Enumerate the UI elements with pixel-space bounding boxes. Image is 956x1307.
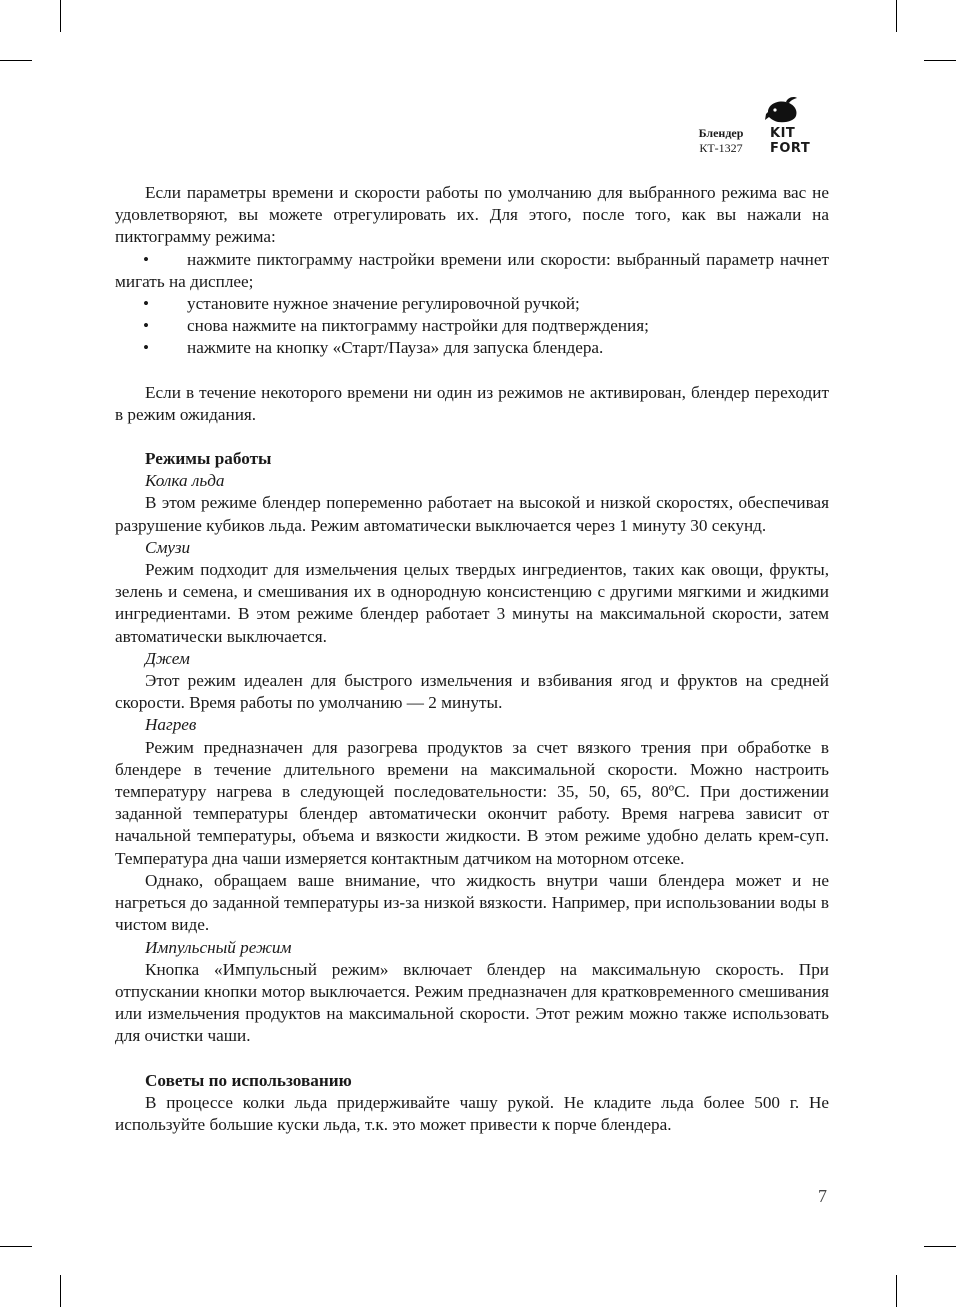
whale-icon (764, 96, 804, 124)
list-item: • нажмите на кнопку «Старт/Пауза» для запуска блендера. (115, 337, 829, 359)
bullet-text: нажмите на кнопку «Старт/Пауза» для запуска блендера. (187, 338, 604, 358)
list-item: • установите нужное значение регулировочной ручкой; (115, 293, 829, 315)
list-item: • нажмите пиктограмму настройки времени или скорости: выбранный параметр начнет мигать на дисплее; (115, 249, 829, 293)
crop-mark (924, 1246, 956, 1247)
list-item: • снова нажмите на пиктограмму настройки для подтверждения; (115, 315, 829, 337)
mode-text-ice: В этом режиме блендер попеременно работает на высокой и низкой скоростях, обеспечивая разрушение кубиков льда. Режим автоматически выключается через 1 минуту 30 секунд. (115, 493, 829, 535)
mode-text-heating: Режим предназначен для разогрева продуктов за счет вязкого трения при обработке в блендере в течение длительного времени на максимальной скорости. Можно настроить температуру нагрева в следующей последовательности: 35, 50, 65, 80ºС. При достижении заданной температуры блендер автоматически окончит работу. Время нагрева зависит от начальной температуры, объема и вязкости жидкости. В этом режиме удобно делать крем-суп. Температура дна чаши измеряется контактным датчиком на моторном отсеке. (115, 737, 829, 868)
mode-title-pulse: Импульсный режим (145, 937, 292, 957)
intro-paragraph: Если параметры времени и скорости работы по умолчанию для выбранного режима вас не удовлетворяют, вы можете отрегулировать их. Для этого, после того, как вы нажали на пиктограмму режима: (115, 183, 829, 247)
logo-wordmark (770, 126, 810, 156)
logo-line-2: FORT (770, 141, 811, 156)
crop-mark (0, 1246, 32, 1247)
mode-title-heating: Нагрев (145, 715, 197, 735)
page-content (115, 182, 829, 1136)
page-header (690, 96, 840, 160)
crop-mark (60, 1275, 61, 1307)
mode-text-smoothie: Режим подходит для измельчения целых твердых ингредиентов, таких как овощи, фрукты, зелень и семена, и смешивания их в однородную консистенцию с другими мягкими и жидкими ингредиентами. В этом режиме блендер работает 3 минуты на максимальной скорости, затем автоматически выключается. (115, 560, 829, 646)
product-info (690, 126, 752, 156)
mode-text-pulse: Кнопка «Импульсный режим» включает блендер на максимальную скорость. При отпускании кнопки мотор выключается. Режим предназначен для кратковременного смешивания или измельчения продуктов на максимальной скорости. Этот режим можно также использовать для очистки чаши. (115, 959, 829, 1046)
crop-mark (896, 0, 897, 32)
product-model: КТ-1327 (699, 141, 743, 155)
bullet-text: установите нужное значение регулировочной ручкой; (187, 294, 580, 314)
crop-mark (896, 1275, 897, 1307)
mode-title-ice: Колка льда (145, 471, 225, 491)
mode-title-smoothie: Смузи (145, 537, 191, 557)
tips-heading: Советы по использованию (145, 1070, 352, 1090)
mode-text-heating-note: Однако, обращаем ваше внимание, что жидкость внутри чаши блендера может и не нагреться до заданной температуры из-за низкой вязкости. Например, при использовании воды в чистом виде. (115, 870, 829, 935)
tips-text: В процессе колки льда придерживайте чашу рукой. Не кладите льда более 500 г. Не используйте большие куски льда, т.к. это может привести к порче блендера. (115, 1092, 829, 1134)
crop-mark (924, 60, 956, 61)
page-number: 7 (818, 1186, 827, 1206)
crop-mark (0, 60, 32, 61)
bullet-text: нажмите пиктограмму настройки времени или скорости: выбранный параметр начнет мигать на дисплее; (115, 249, 829, 291)
mode-title-jam: Джем (145, 648, 190, 668)
brand-logo (756, 96, 828, 160)
mode-text-jam: Этот режим идеален для быстрого измельчения и взбивания ягод и фруктов на средней скорости. Время работы по умолчанию — 2 минуты. (115, 671, 829, 713)
product-name: Блендер (698, 126, 744, 140)
standby-paragraph: Если в течение некоторого времени ни один из режимов не активирован, блендер переходит в режим ожидания. (115, 382, 829, 424)
logo-line-1: KIT (770, 126, 796, 141)
modes-heading: Режимы работы (145, 449, 272, 469)
bullet-text: снова нажмите на пиктограмму настройки для подтверждения; (187, 316, 649, 336)
crop-mark (60, 0, 61, 32)
